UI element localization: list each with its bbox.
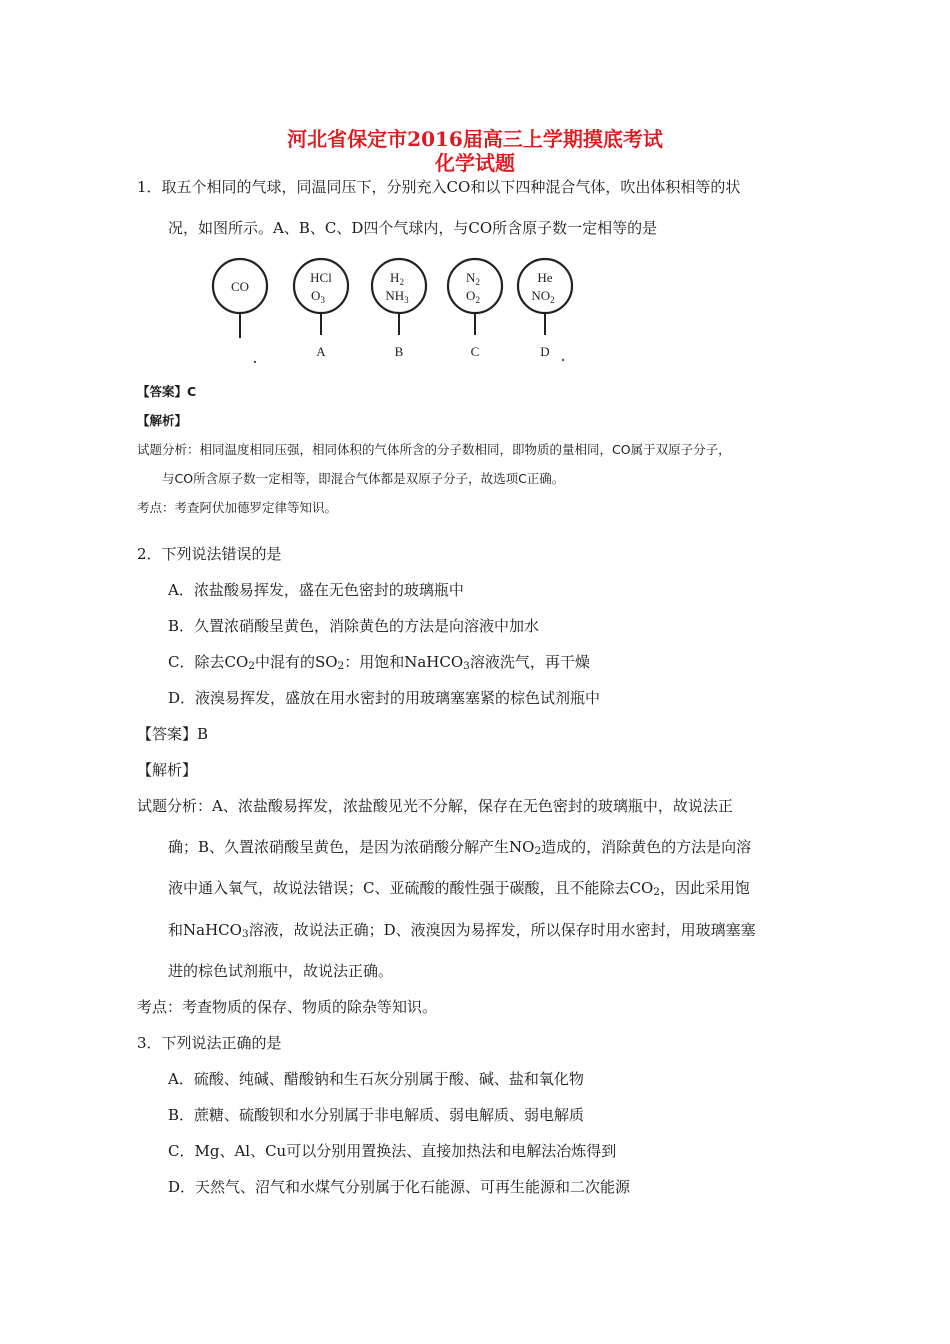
q2-option-d: D．液溴易挥发，盛放在用水密封的用玻璃塞塞紧的棕色试剂瓶中 xyxy=(168,689,601,707)
svg-text:H2 xyxy=(390,270,404,287)
svg-text:O3 xyxy=(311,288,325,305)
balloon-b xyxy=(372,259,426,359)
q2-option-c-part4: 溶液洗气，再干燥 xyxy=(469,653,590,671)
svg-text:O2 xyxy=(466,288,480,305)
balloon-d-label: D xyxy=(540,344,550,359)
q2-analysis-line5: 进的棕色试剂瓶中，故说法正确。 xyxy=(168,962,394,980)
q3-option-c: C．Mg、Al、Cu可以分别用置换法、直接加热法和电解法冶炼得到 xyxy=(168,1142,617,1160)
balloon-d-line1: He xyxy=(537,270,553,285)
balloon-b-line1: H xyxy=(390,270,400,285)
q1-stem-line2: 况，如图所示。A、B、C、D四个气球内，与CO所含原子数一定相等的是 xyxy=(168,219,658,237)
q2-option-c-part3: ：用饱和NaHCO xyxy=(344,653,464,671)
q3-stem: 3．下列说法正确的是 xyxy=(137,1034,282,1052)
q2-analysis-line2-part2: 造成的，消除黄色的方法是向溶 xyxy=(541,838,752,856)
balloon-c-line1-sub: 2 xyxy=(475,277,480,287)
q1-kaodian: 考点：考查阿伏加德罗定律等知识。 xyxy=(137,500,338,515)
q1-answer: 【答案】C xyxy=(137,384,197,399)
q2-analysis-line1: 试题分析：A、浓盐酸易挥发，浓盐酸见光不分解，保存在无色密封的玻璃瓶中，故说法正 xyxy=(137,797,733,815)
svg-text:NO2 xyxy=(531,288,554,305)
q2-option-c-sub1: 2 xyxy=(248,660,255,672)
balloon-c-line2: O xyxy=(466,288,476,303)
balloon-a-line1: HCl xyxy=(310,270,332,285)
balloon-d xyxy=(518,259,572,359)
q2-option-b: B．久置浓硝酸呈黄色，消除黄色的方法是向溶液中加水 xyxy=(168,617,540,635)
balloon-co xyxy=(213,259,267,338)
q1-stem-line1: 1．取五个相同的气球，同温同压下，分别充入CO和以下四种混合气体，吹出体积相等的状 xyxy=(137,178,741,196)
q2-kaodian: 考点：考查物质的保存、物质的除杂等知识。 xyxy=(137,998,438,1016)
q2-option-c xyxy=(168,652,590,672)
document-subtitle: 化学试题 xyxy=(435,151,515,175)
balloon-c-label: C xyxy=(470,344,480,359)
balloon-a-line2: O xyxy=(311,288,321,303)
q1-analysis-line1: 试题分析：相同温度相同压强，相同体积的气体所含的分子数相同，即物质的量相同，CO属于双原子分子， xyxy=(137,442,731,457)
q2-option-a: A．浓盐酸易挥发，盛在无色密封的玻璃瓶中 xyxy=(168,581,464,599)
balloon-c-line1: N xyxy=(466,270,476,285)
q2-analysis-line3-part1: 液中通入氧气，故说法错误；C、亚硫酸的酸性强于碳酸，且不能除去CO xyxy=(168,879,654,897)
svg-text:N2 xyxy=(466,270,480,287)
balloon-b-line2-sub: 3 xyxy=(404,295,409,305)
q2-analysis-line3-sub: 2 xyxy=(653,886,660,898)
balloon-b-line2: NH xyxy=(385,288,405,303)
balloon-a-line2-sub: 3 xyxy=(320,295,325,305)
balloon-b-label: B xyxy=(394,344,404,359)
balloon-d-line2-sub: 2 xyxy=(550,295,555,305)
q2-answer: 【答案】B xyxy=(137,725,209,743)
q2-analysis-line2-sub: 2 xyxy=(534,845,542,857)
document-title: 河北省保定市2016届高三上学期摸底考试 xyxy=(287,127,663,151)
q1-balloon-figure xyxy=(205,250,585,365)
balloon-d-line2: NO xyxy=(531,288,551,303)
q1-analysis-heading: 【解析】 xyxy=(137,413,188,428)
q2-analysis-line4-sub: 3 xyxy=(241,928,249,940)
q2-analysis-line4-part2: 溶液，故说法正确；D、液溴因为易挥发，所以保存时用水密封，用玻璃塞塞 xyxy=(248,921,756,939)
balloon-a xyxy=(294,259,348,359)
balloon-b-line1-sub: 2 xyxy=(399,277,404,287)
q3-option-d: D．天然气、沼气和水煤气分别属于化石能源、可再生能源和二次能源 xyxy=(168,1178,631,1196)
q1-analysis-line2: 与CO所含原子数一定相等，即混合气体都是双原子分子，故选项C正确。 xyxy=(162,471,565,486)
q2-analysis-line2 xyxy=(168,837,751,857)
balloon-a-label: A xyxy=(316,344,326,359)
q2-analysis-line2-part1: 确；B、久置浓硝酸呈黄色，是因为浓硝酸分解产生NO xyxy=(168,838,535,856)
balloon-c-line2-sub: 2 xyxy=(475,295,480,305)
balloon-co-text: CO xyxy=(230,279,250,294)
q2-stem: 2．下列说法错误的是 xyxy=(137,545,282,563)
q2-option-c-sub3: 3 xyxy=(463,660,470,672)
q2-analysis-heading: 【解析】 xyxy=(137,761,198,779)
q2-analysis-line3-part2: ，因此采用饱 xyxy=(659,879,750,897)
svg-text:NH3 xyxy=(385,288,409,305)
q2-option-c-part2: 中混有的SO xyxy=(254,653,338,671)
q2-option-c-part1: C．除去CO xyxy=(168,653,249,671)
q2-analysis-line4-part1: 和NaHCO xyxy=(168,921,242,939)
balloon-c xyxy=(448,259,502,359)
q3-option-b: B．蔗糖、硫酸钡和水分别属于非电解质、弱电解质、弱电解质 xyxy=(168,1106,585,1124)
q2-analysis-line4 xyxy=(168,920,756,940)
q3-option-a: A．硫酸、纯碱、醋酸钠和生石灰分别属于酸、碱、盐和氧化物 xyxy=(168,1070,584,1088)
q2-analysis-line3 xyxy=(168,878,750,898)
q2-option-c-sub2: 2 xyxy=(337,660,345,672)
